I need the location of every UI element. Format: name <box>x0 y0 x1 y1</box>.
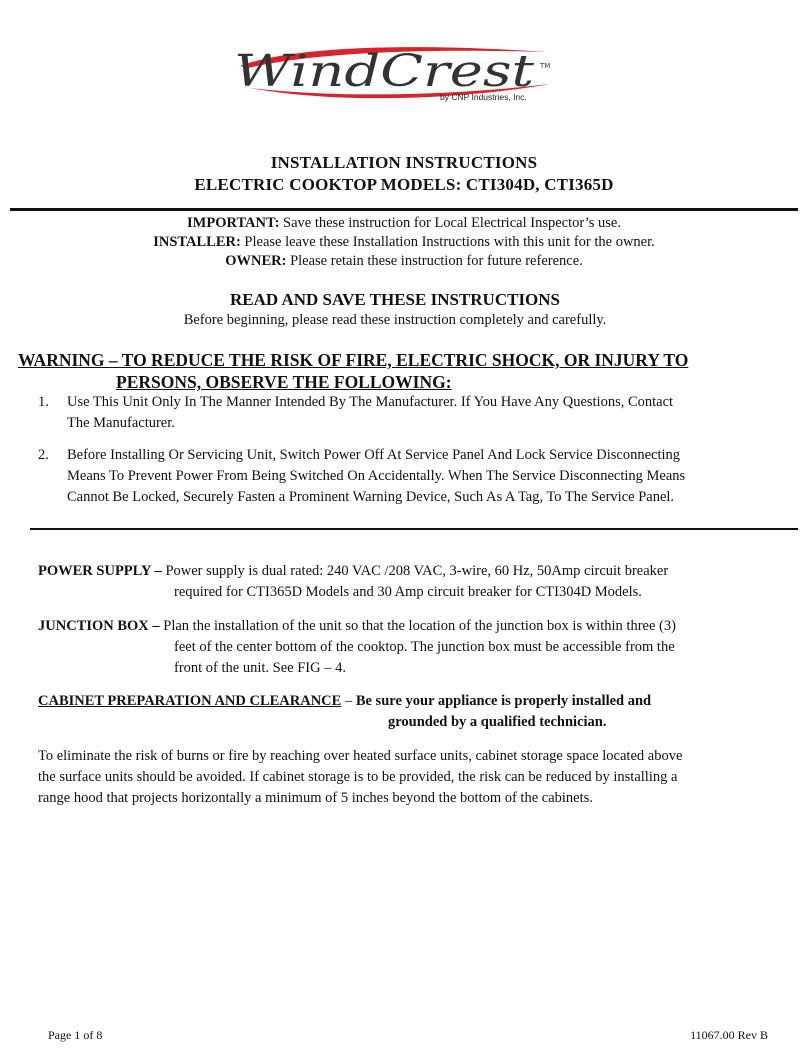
cabinet-line-1: Be sure your appliance is properly installed and <box>355 693 652 709</box>
cabinet-section <box>38 691 778 733</box>
notice-owner-text: Please retain these instruction for future reference. <box>286 253 583 269</box>
logo-tm: TM <box>540 62 551 70</box>
document-number: 11067.00 Rev B <box>690 1028 768 1042</box>
warning-line-2: PERSONS, OBSERVE THE FOLLOWING: <box>116 372 452 392</box>
read-section-subtitle: Before beginning, please read these instruction completely and carefully. <box>183 312 607 328</box>
junction-box-heading: JUNCTION BOX – <box>38 618 160 634</box>
warning-item-1 <box>38 392 778 434</box>
title-line-1: INSTALLATION INSTRUCTIONS <box>270 153 538 172</box>
section-divider <box>30 528 798 530</box>
warning-item-2 <box>38 445 778 508</box>
junction-box-line-2: feet of the center bottom of the cooktop. The junction box must be accessible from the <box>174 639 675 655</box>
notice-owner-label: OWNER: <box>225 253 287 269</box>
notice-owner <box>0 253 808 270</box>
warning-item-2-line-1: Before Installing Or Servicing Unit, Switch Power Off At Service Panel And Lock Service Disconnecting <box>67 447 681 463</box>
warning-item-2-line-3: Cannot Be Locked, Securely Fasten a Prominent Warning Device, Such As A Tag, To The Service Panel. <box>67 489 675 505</box>
cabinet-line-2: grounded by a qualified technician. <box>388 714 607 730</box>
logo-byline: by CNP Industries, Inc. <box>440 92 527 102</box>
title-line-2: ELECTRIC COOKTOP MODELS: CTI304D, CTI365D <box>194 175 614 194</box>
warning-heading <box>18 349 798 393</box>
power-supply-line-2: required for CTI365D Models and 30 Amp circuit breaker for CTI304D Models. <box>174 584 642 600</box>
cabinet-paragraph <box>38 746 778 809</box>
page-number: Page 1 of 8 <box>48 1028 103 1042</box>
warning-item-1-line-1: Use This Unit Only In The Manner Intended By The Manufacturer. If You Have Any Questions, Contact <box>67 394 674 410</box>
header-divider <box>10 208 798 211</box>
junction-box-section <box>38 616 778 679</box>
junction-box-line-1: Plan the installation of the unit so that the location of the junction box is within three (3) <box>159 618 676 634</box>
logo-text: WindCrest <box>234 46 535 97</box>
junction-box-line-3: front of the unit. See FIG – 4. <box>174 660 346 676</box>
warning-item-2-line-2: Means To Prevent Power From Being Switched On Accidentally. When The Service Disconnecting Means <box>67 468 686 484</box>
warning-item-1-number: 1. <box>38 394 49 410</box>
cabinet-dash: – <box>341 693 356 709</box>
paragraph-line-3: range hood that projects horizontally a minimum of 5 inches beyond the bottom of the cabinets. <box>38 790 593 806</box>
power-supply-heading: POWER SUPPLY – <box>38 563 162 579</box>
warning-line-1: WARNING – TO REDUCE THE RISK OF FIRE, ELECTRIC SHOCK, OR INJURY TO <box>18 350 689 370</box>
paragraph-line-1: To eliminate the risk of burns or fire by reaching over heated surface units, cabinet storage space located above <box>38 748 683 764</box>
warning-item-1-line-2: The Manufacturer. <box>67 415 175 431</box>
power-supply-line-1: Power supply is dual rated: 240 VAC /208 VAC, 3-wire, 60 Hz, 50Amp circuit breaker <box>161 563 669 579</box>
notice-important <box>0 215 808 232</box>
notice-installer-label: INSTALLER: <box>153 234 241 250</box>
read-section-title: READ AND SAVE THESE INSTRUCTIONS <box>229 290 561 309</box>
warning-item-2-number: 2. <box>38 447 49 463</box>
notice-important-label: IMPORTANT: <box>187 215 280 231</box>
notice-important-text: Save these instruction for Local Electrical Inspector’s use. <box>279 215 621 231</box>
notice-installer-text: Please leave these Installation Instructions with this unit for the owner. <box>240 234 655 250</box>
notice-installer <box>0 234 808 251</box>
paragraph-line-2: the surface units should be avoided. If cabinet storage is to be provided, the risk can be reduced by installing a <box>38 769 678 785</box>
power-supply-section <box>38 561 778 603</box>
cabinet-heading: CABINET PREPARATION AND CLEARANCE <box>38 693 342 709</box>
